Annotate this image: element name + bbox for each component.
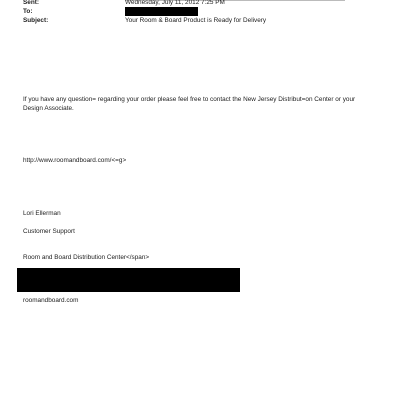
signature-org: Room and Board Distribution Center</span>	[23, 254, 150, 261]
footer-domain: roomandboard.com	[23, 297, 79, 304]
website-link[interactable]: http://www.roomandboard.com/<=g>	[23, 157, 127, 164]
to-redaction	[125, 7, 198, 16]
sent-label: Sent:	[23, 0, 39, 6]
address-redaction	[17, 268, 240, 292]
message-line-1: If you have any question= regarding your order please feel free to contact the New Jersey Distribut=on Center or your	[23, 96, 356, 103]
message-line-2: Design Associate.	[23, 105, 74, 112]
subject-label: Subject:	[23, 17, 49, 24]
to-label: To:	[23, 8, 33, 15]
subject-value: Your Room & Board Product is Ready for Delivery	[125, 17, 267, 24]
signature-name: Lori Ellerman	[23, 210, 61, 217]
sent-value: Wednesday, July 11, 2012 7:25 PM	[125, 0, 225, 6]
signature-role: Customer Support	[23, 228, 75, 235]
